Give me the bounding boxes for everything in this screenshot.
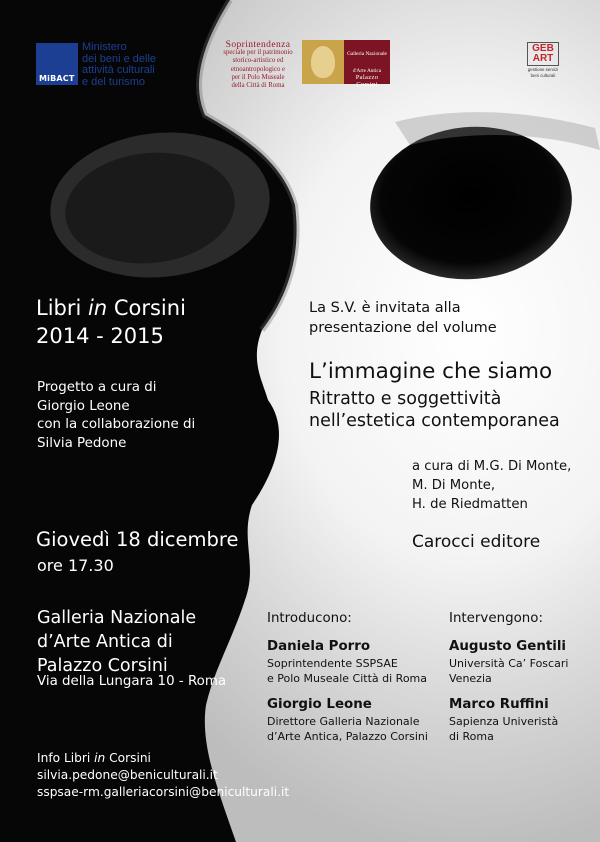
speaker-entry: Augusto Gentili Università Ca’ Foscari Venezia [449,639,569,685]
introducer-entry: Daniela Porro Soprintendente SSPSAE e Polo Museale Città di Roma [267,639,428,685]
mibact-line: e del turismo [82,75,145,88]
event-date: Giovedì 18 dicembre [36,528,239,551]
gebart-logo: GEB ART gestione servizi beni culturali [527,43,559,78]
invitation-text: La S.V. è invitata alla presentazione del volume [309,300,497,336]
palazzo-corsini-logo: Galleria Nazionale d'Arte Antica Palazzo Corsini [344,40,390,84]
speaker-entry: Marco Ruffini Sapienza Univeristà di Roma [449,697,559,743]
book-subtitle: Ritratto e soggettività nell’estetica contemporanea [309,389,560,431]
email-link[interactable]: silvia.pedone@beniculturali.it [37,768,218,782]
speakers-heading: Intervengono: [449,611,543,626]
book-title: L’immagine che siamo [309,359,553,384]
introducer-entry: Giorgio Leone Direttore Galleria Nazionale d’Arte Antica, Palazzo Corsini [267,697,428,743]
introducers-heading: Introducono: [267,611,352,626]
mibact-line: attività culturali [82,64,155,76]
series-title: Libri in Corsini 2014 - 2015 [36,296,186,348]
mibact-line: dei beni e delle [82,52,157,65]
email-link[interactable]: sspsae-rm.galleriacorsini@beniculturali.it [37,785,290,799]
contact-info: Info Libri in Corsini silvia.pedone@beniculturali.it sspsae-rm.galleriacorsini@beniculturali.it [37,751,290,799]
project-credits: Progetto a cura di Giorgio Leone con la collaborazione di Silvia Pedone [37,380,196,451]
publisher: Carocci editore [412,532,541,552]
mibact-line: Ministero [82,41,127,53]
event-time: ore 17.30 [37,556,114,575]
book-editors: a cura di M.G. Di Monte, M. Di Monte, H. de Riedmatten [412,459,572,512]
venue-name: Galleria Nazionale d’Arte Antica di Palazzo Corsini [37,608,197,676]
venue-address: Via della Lungara 10 - Roma [37,674,227,689]
gold-seal-icon [302,40,344,84]
soprintendenza-logo-text: Soprintendenza speciale per il patrimonio storico-artistico ed etnoantropologico e per il Polo Museale della Città di Roma [223,40,293,90]
mibact-emblem-icon: MiBACT [36,43,78,85]
series-years: 2014 - 2015 [36,324,164,348]
